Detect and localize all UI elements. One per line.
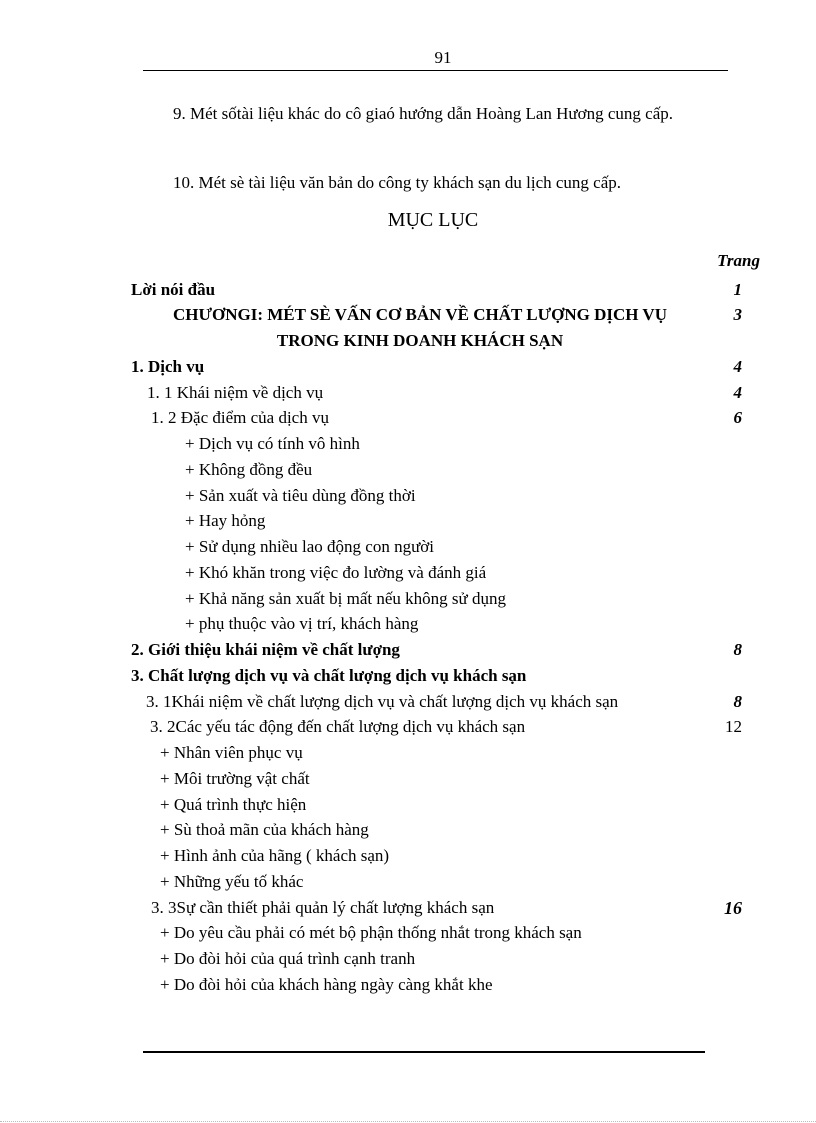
toc-label: + Dịch vụ có tính vô hình bbox=[185, 434, 360, 453]
toc-label: + Khả năng sản xuất bị mất nếu không sử dụng bbox=[185, 589, 506, 608]
toc-page: 8 bbox=[733, 640, 742, 659]
toc-page: 16 bbox=[724, 898, 742, 918]
toc-label: + Sù thoả mãn của khách hàng bbox=[160, 820, 369, 839]
toc-row bbox=[0, 843, 816, 869]
toc-label: 3. Chất lượng dịch vụ và chất lượng dịch vụ khách sạn bbox=[131, 666, 527, 685]
toc-row bbox=[0, 431, 816, 457]
toc-page: 12 bbox=[725, 717, 742, 736]
toc-row bbox=[0, 663, 816, 689]
toc-label: + Khó khăn trong việc đo lường và đánh giá bbox=[185, 563, 487, 582]
toc-row bbox=[0, 380, 816, 406]
toc-page: 4 bbox=[733, 357, 742, 376]
toc-label: + Do đòi hỏi của khách hàng ngày càng khắt khe bbox=[160, 975, 493, 994]
toc-row-intro bbox=[0, 277, 816, 303]
toc-chapter-title: CHƯƠNGI: MÉT SÈ VẤN CƠ BẢN VỀ CHẤT LƯỢNG DỊCH VỤ TRONG KINH DOANH KHÁCH SẠN bbox=[172, 305, 667, 350]
toc-row bbox=[0, 483, 816, 509]
toc-label: 1. Dịch vụ bbox=[131, 357, 205, 376]
toc-row bbox=[0, 508, 816, 534]
toc-label: 3. 3Sự cần thiết phải quản lý chất lượng khách sạn bbox=[151, 898, 495, 917]
reference-text: 10. Mét sè tài liệu văn bản do công ty khách sạn du lịch cung cấp. bbox=[173, 173, 622, 192]
toc-row bbox=[0, 560, 816, 586]
toc-row bbox=[0, 586, 816, 612]
toc-label: + Môi trường vật chất bbox=[160, 769, 310, 788]
toc-row bbox=[0, 405, 816, 431]
toc-label: 3. 1Khái niệm về chất lượng dịch vụ và chất lượng dịch vụ khách sạn bbox=[146, 692, 619, 711]
toc-label: Lời nói đầu bbox=[131, 280, 216, 299]
toc-row bbox=[0, 766, 816, 792]
footer-rule bbox=[143, 1051, 705, 1053]
toc-label: 3. 2Các yếu tác động đến chất lượng dịch vụ khách sạn bbox=[150, 717, 526, 736]
toc-label: + Hay hỏng bbox=[185, 511, 266, 530]
reference-text: 9. Mét sốtài liệu khác do cô giaó hướng dẫn Hoàng Lan Hương cung cấp. bbox=[173, 104, 674, 123]
reference-item bbox=[140, 99, 728, 128]
toc-row bbox=[0, 689, 816, 715]
page-bottom-edge bbox=[0, 1121, 816, 1122]
toc-label: + Do yêu cầu phải có mét bộ phận thống nhắt trong khách sạn bbox=[160, 923, 582, 942]
toc-label: + Quá trình thực hiện bbox=[160, 795, 307, 814]
toc-row bbox=[0, 354, 816, 380]
toc-page: 1 bbox=[733, 280, 742, 299]
toc-label: + Do đòi hỏi của quá trình cạnh tranh bbox=[160, 949, 416, 968]
toc-label: + Nhân viên phục vụ bbox=[160, 743, 303, 762]
toc-row bbox=[0, 920, 816, 946]
toc-chapter-page: 3 bbox=[733, 305, 742, 324]
toc-row bbox=[0, 817, 816, 843]
toc-page-column-header: Trang bbox=[717, 251, 760, 270]
toc-label: 2. Giới thiệu khái niệm về chất lượng bbox=[131, 640, 400, 659]
toc-row bbox=[0, 895, 816, 921]
page-number: 91 bbox=[434, 48, 452, 67]
toc-page: 4 bbox=[733, 383, 742, 402]
toc-row bbox=[0, 457, 816, 483]
toc-row bbox=[0, 637, 816, 663]
toc-row bbox=[0, 972, 816, 998]
toc-label: + Không đồng đều bbox=[185, 460, 313, 479]
header-rule bbox=[143, 70, 728, 71]
toc-row bbox=[0, 792, 816, 818]
toc-label: + Sử dụng nhiều lao động con người bbox=[185, 537, 435, 556]
reference-item bbox=[140, 168, 728, 197]
toc-label: + Những yếu tố khác bbox=[160, 872, 304, 891]
toc-row bbox=[0, 869, 816, 895]
toc-row bbox=[0, 740, 816, 766]
toc-row bbox=[0, 534, 816, 560]
toc-label: + Hình ảnh của hãng ( khách sạn) bbox=[160, 846, 390, 865]
toc-title: MỤC LỤC bbox=[387, 209, 479, 231]
toc-row bbox=[0, 714, 816, 740]
toc-label: 1. 2 Đặc điểm của dịch vụ bbox=[151, 408, 329, 427]
toc-row bbox=[0, 946, 816, 972]
toc-page: 8 bbox=[733, 692, 742, 711]
toc-label: + Sản xuất và tiêu dùng đồng thời bbox=[185, 486, 416, 505]
toc-label: 1. 1 Khái niệm về dịch vụ bbox=[147, 383, 324, 402]
toc-page: 6 bbox=[733, 408, 742, 427]
toc-label: + phụ thuộc vào vị trí, khách hàng bbox=[185, 614, 419, 633]
toc-row bbox=[0, 611, 816, 637]
